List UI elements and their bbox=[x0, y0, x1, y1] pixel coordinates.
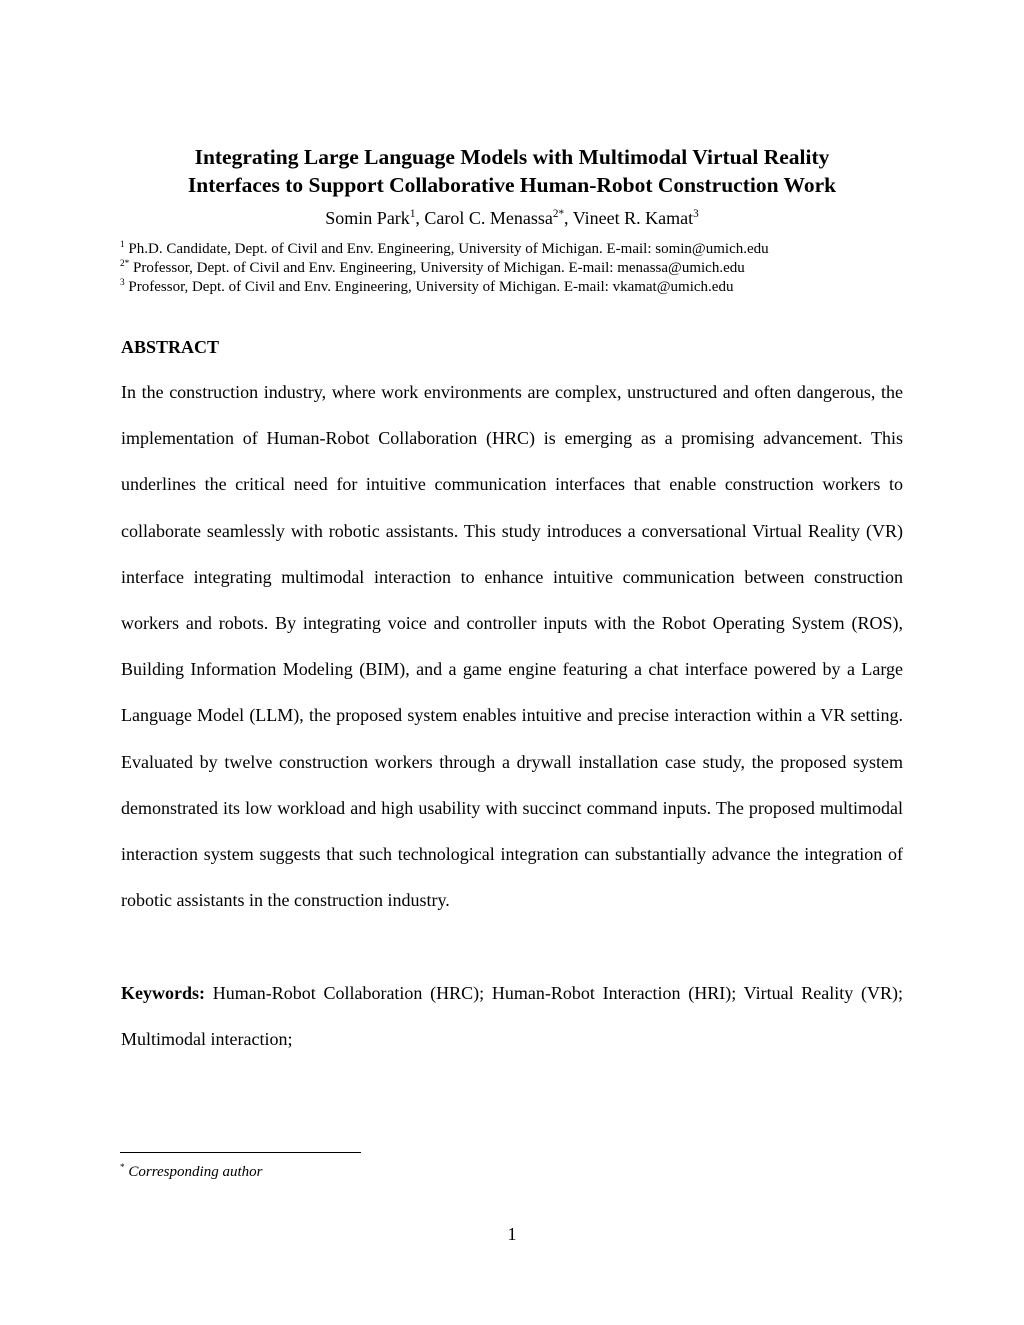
affiliation-2 bbox=[120, 259, 920, 278]
paper-title bbox=[100, 143, 924, 199]
keywords-label: Keywords: bbox=[121, 983, 205, 1003]
abstract-body: In the construction industry, where work environments are complex, unstructured and often dangerous, the implementation of Human-Robot Collaboration (HRC) is emerging as a promising advancement. This underlines the critical need for intuitive communication interfaces that enable construction workers to collaborate seamlessly with robotic assistants. This study introduces a conversational Virtual Reality (VR) interface integrating multimodal interaction to enhance intuitive communication between construction workers and robots. By integrating voice and controller inputs with the Robot Operating System (ROS), Building Information Modeling (BIM), and a game engine featuring a chat interface powered by a Large Language Model (LLM), the proposed system enables intuitive and precise interaction within a VR setting. Evaluated by twelve construction workers through a drywall installation case study, the proposed system demonstrated its low workload and high usability with succinct command inputs. The proposed multimodal interaction system suggests that such technological integration can substantially advance the integration of robotic assistants in the construction industry. bbox=[121, 382, 903, 911]
author-separator: , bbox=[564, 208, 573, 228]
author-mark: 2* bbox=[552, 208, 565, 220]
author-mark: 1 bbox=[409, 208, 416, 220]
affiliation-1 bbox=[120, 240, 920, 259]
title-line-1: Integrating Large Language Models with Multimodal Virtual Reality bbox=[194, 145, 830, 169]
abstract-heading: ABSTRACT bbox=[121, 337, 220, 357]
author-name: Carol C. Menassa bbox=[424, 208, 553, 228]
author-name: Vineet R. Kamat bbox=[572, 208, 694, 228]
author-list bbox=[100, 206, 924, 230]
affiliation-text: Ph.D. Candidate, Dept. of Civil and Env. Engineering, University of Michigan. E-mail: somin@umich.edu bbox=[128, 241, 769, 257]
footnote-divider bbox=[120, 1152, 361, 1153]
affiliation-text: Professor, Dept. of Civil and Env. Engineering, University of Michigan. E-mail: vkamat@umich.edu bbox=[128, 279, 734, 295]
author-name: Somin Park bbox=[325, 208, 410, 228]
author-mark: 3 bbox=[693, 208, 699, 220]
affiliation-text: Professor, Dept. of Civil and Env. Engineering, University of Michigan. E-mail: menassa@umich.edu bbox=[133, 260, 745, 276]
footnote-mark: * bbox=[120, 1163, 125, 1173]
keywords-paragraph bbox=[121, 970, 903, 1062]
title-line-2: Interfaces to Support Collaborative Human-Robot Construction Work bbox=[187, 173, 837, 197]
footnote-text: Corresponding author bbox=[128, 1164, 263, 1180]
affiliation-3 bbox=[120, 278, 920, 297]
affiliation-mark: 2* bbox=[120, 259, 130, 269]
affiliation-mark: 3 bbox=[120, 278, 125, 288]
footnote bbox=[120, 1162, 262, 1182]
affiliation-mark: 1 bbox=[120, 240, 125, 250]
keywords-text: Human-Robot Collaboration (HRC); Human-Robot Interaction (HRI); Virtual Reality (VR); Multimodal interaction; bbox=[121, 983, 903, 1049]
author-separator: , bbox=[415, 208, 425, 228]
page-number: 1 bbox=[507, 1224, 517, 1244]
